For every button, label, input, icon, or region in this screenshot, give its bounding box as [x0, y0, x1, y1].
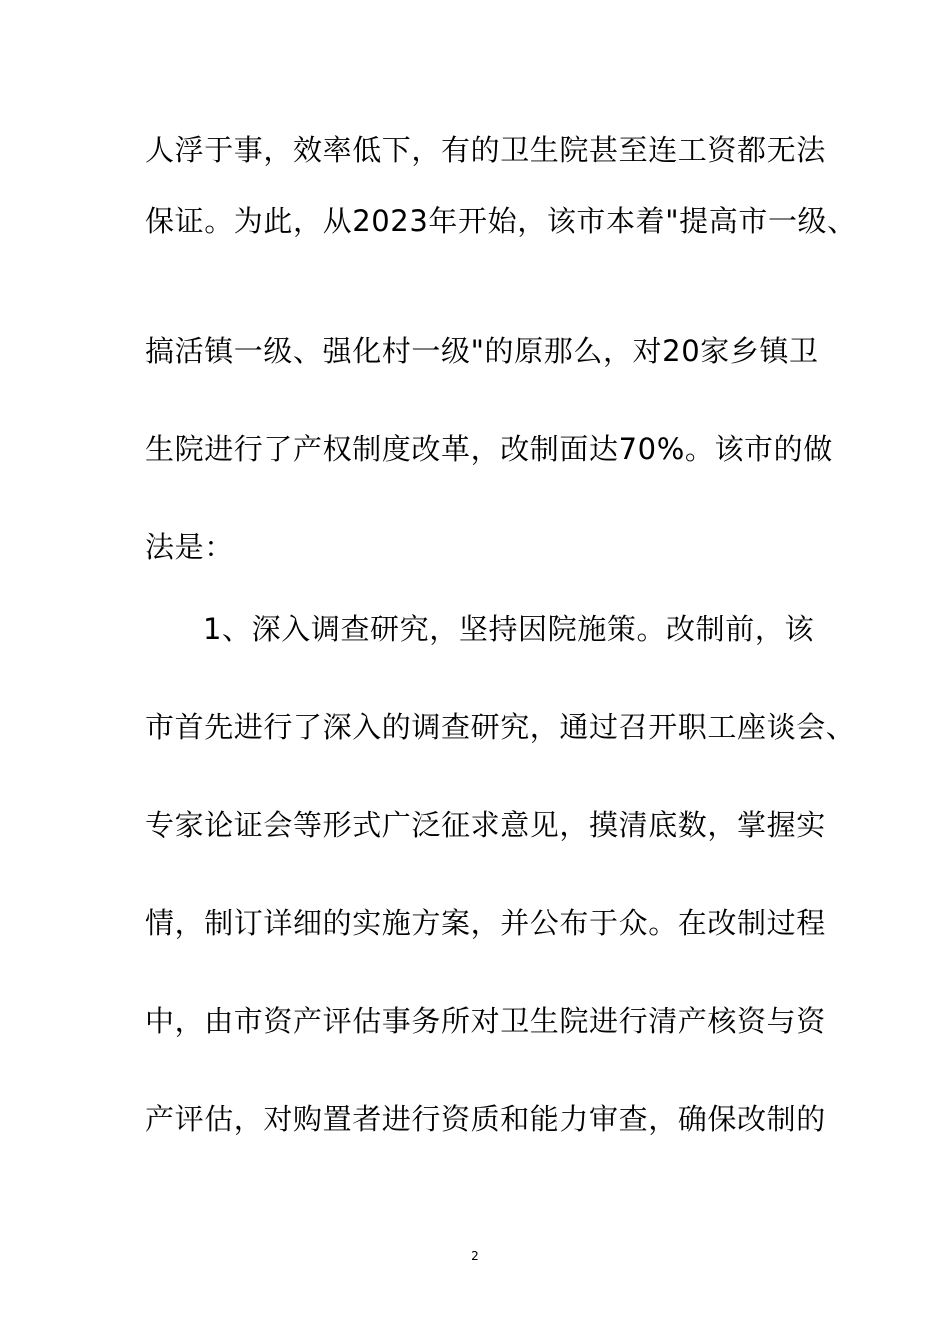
- text-line-10: 中，由市资产评估事务所对卫生院进行清产核资与资: [145, 1004, 826, 1038]
- text-line-4: 生院进行了产权制度改革，改制面达70%。该市的做: [145, 432, 833, 466]
- text-line-3: 搞活镇一级、强化村一级"的原那么，对20家乡镇卫: [145, 334, 819, 368]
- text-line-2: 保证。为此，从2023年开始，该市本着"提高市一级、: [145, 204, 857, 238]
- text-line-9: 情，制订详细的实施方案，并公布于众。在改制过程: [145, 906, 826, 940]
- text-line-5: 法是：: [145, 530, 234, 564]
- text-line-11: 产评估，对购置者进行资质和能力审查，确保改制的: [145, 1102, 826, 1136]
- text-line-6-paragraph-start: 1、深入调查研究，坚持因院施策。改制前，该: [203, 612, 815, 646]
- text-line-8: 专家论证会等形式广泛征求意见，摸清底数，掌握实: [145, 808, 826, 842]
- page-number: 2: [471, 1249, 479, 1263]
- text-line-1: 人浮于事，效率低下，有的卫生院甚至连工资都无法: [145, 133, 826, 167]
- text-line-7: 市首先进行了深入的调查研究，通过召开职工座谈会、: [145, 710, 856, 744]
